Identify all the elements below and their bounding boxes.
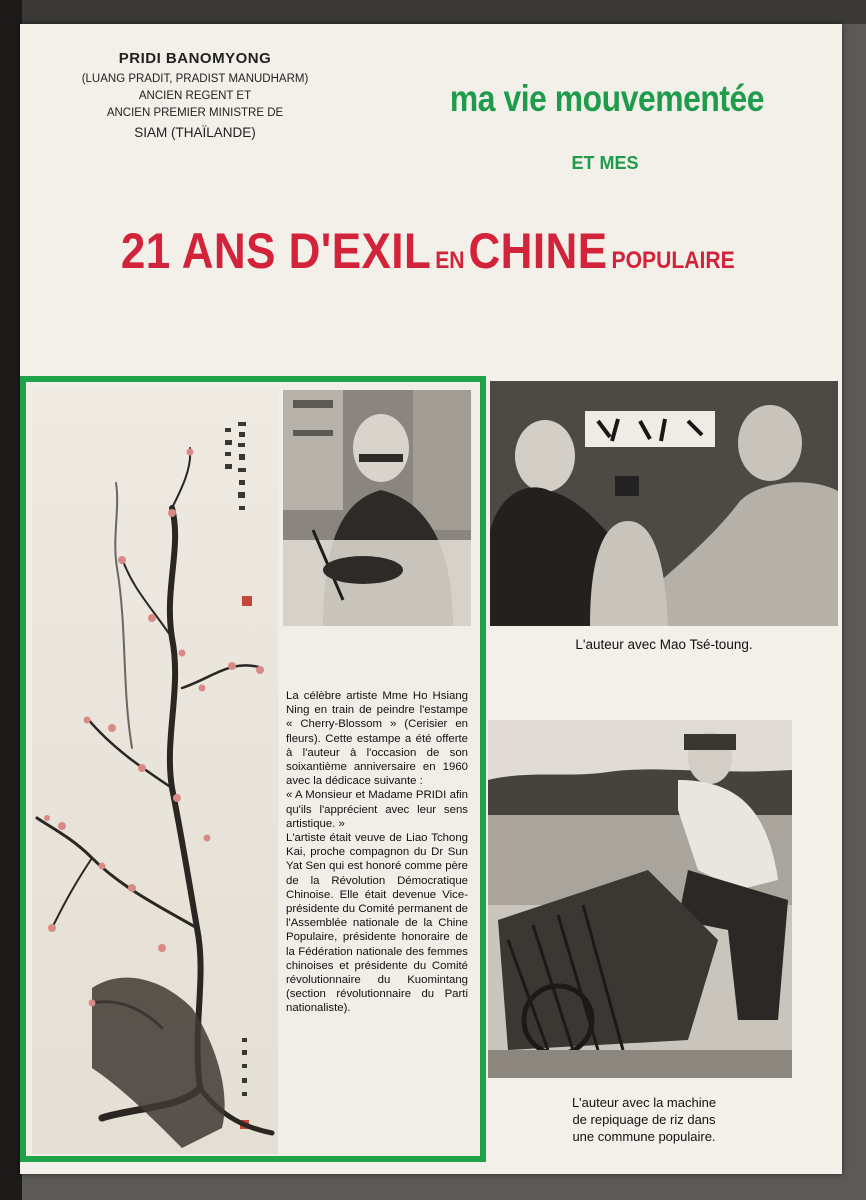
- title-chine: CHINE: [468, 223, 608, 279]
- author-block: [60, 50, 330, 141]
- artist-photo-illustration: [283, 390, 471, 626]
- body-text: [286, 689, 468, 1016]
- rice-photo-illustration: [488, 720, 792, 1078]
- author-name: PRIDI BANOMYONG: [118, 50, 272, 67]
- title-populaire: POPULAIRE: [611, 247, 735, 274]
- caption-rice-line-2: de repiquage de riz dans: [572, 1112, 716, 1127]
- author-line-aliases: (LUANG PRADIT, PRADIST MANUDHARM): [81, 73, 309, 85]
- title-en: EN: [435, 247, 465, 274]
- body-paragraph-artist: La célèbre artiste Mme Ho Hsiang Ning en train de peindre l'estampe « Cherry-Blossom » (Cerisier en fleurs). Cette estampe a été offerte à l'auteur à l'occasion de son soixantième anniversaire en 1960 avec la dédicace suivante :: [286, 690, 468, 788]
- plum-branch-illustration: [32, 388, 278, 1154]
- photo-author-with-mao: [490, 381, 838, 626]
- photo-rice-transplanter: [488, 720, 792, 1078]
- scan-background-left: [0, 0, 22, 1200]
- body-paragraph-dedication: « A Monsieur et Madame PRIDI afin qu'ils l'apprécient avec leur sens artistique. »: [286, 789, 468, 830]
- caption-mao: L'auteur avec Mao Tsé-toung.: [575, 637, 753, 652]
- scan-background-top: [0, 0, 866, 24]
- caption-rice-line-3: une commune populaire.: [572, 1129, 716, 1144]
- title-subtitle: [38, 222, 818, 280]
- author-line-regent: ANCIEN REGENT ET: [138, 90, 252, 102]
- mao-photo-illustration: [490, 381, 838, 626]
- photo-artist-painting: [283, 390, 471, 626]
- author-line-country: SIAM (THAÏLANDE): [134, 125, 256, 140]
- plum-blossom-painting: [32, 388, 278, 1154]
- title-connector: ET MES: [571, 153, 639, 173]
- author-line-minister: ANCIEN PREMIER MINISTRE DE: [106, 107, 284, 119]
- title-main: ma vie mouvementée: [449, 78, 765, 119]
- caption-rice: [492, 1094, 796, 1145]
- body-paragraph-biography: L'artiste était veuve de Liao Tchong Kai, proche compagnon du Dr Sun Yat Sen qui est honoré comme père de la Révolution Démocratique Chinoise. Elle était devenue Vice-présidente du Comité permanent de l'Assemblée nationale de la Chine Populaire, présidente honoraire de la Fédération nationale des femmes chinoises et présidente du Comité révolutionnaire du Kuomintang (section révolutionnaire du Parti nationaliste).: [286, 832, 468, 1015]
- title-years-exile: 21 ANS D'EXIL: [121, 223, 432, 279]
- caption-rice-line-1: L'auteur avec la machine: [571, 1095, 717, 1110]
